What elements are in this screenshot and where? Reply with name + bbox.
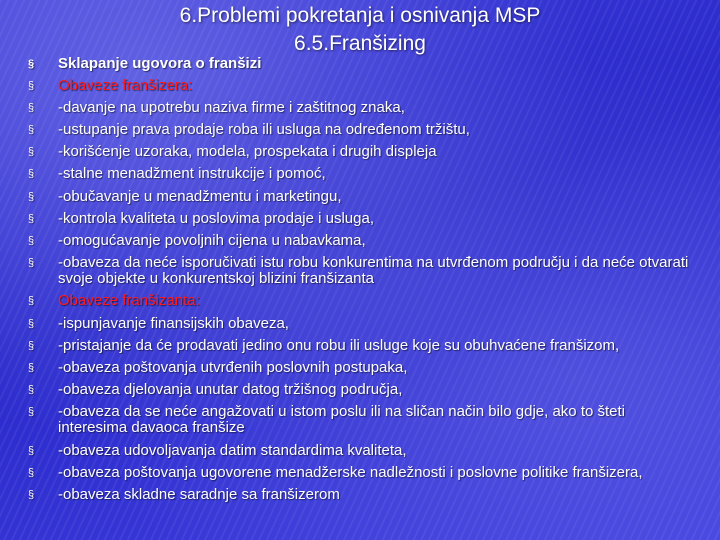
- bullet-icon: §: [28, 80, 35, 93]
- bullet-icon: §: [28, 361, 35, 374]
- list-item: [28, 255, 696, 288]
- bullet-icon: §: [28, 444, 35, 457]
- list-item: [28, 211, 696, 228]
- list-item: [28, 316, 696, 333]
- list-item: [28, 293, 696, 310]
- list-item-text: -stalne menadžment instrukcije i pomoć,: [58, 165, 326, 183]
- bullet-icon: §: [28, 317, 35, 330]
- list-item: [28, 144, 696, 161]
- bullet-icon: §: [28, 124, 35, 137]
- list-item: [28, 56, 696, 73]
- list-item-text: -ustupanje prava prodaje roba ili usluga na određenom tržištu,: [58, 121, 470, 139]
- list-item: [28, 465, 696, 482]
- slide-title-line-1: 6.Problemi pokretanja i osnivanja MSP: [179, 4, 541, 27]
- list-item-text: -pristajanje da će prodavati jedino onu robu ili usluge koje su obuhvaćene franšizom,: [58, 336, 620, 354]
- bullet-icon: §: [28, 58, 35, 70]
- list-item-text: Sklapanje ugovora o franšizi: [58, 55, 262, 72]
- bullet-icon: §: [28, 190, 35, 203]
- slide-title-line-2: 6.5.Franšizing: [294, 32, 426, 55]
- list-item: [28, 360, 696, 377]
- list-item: [28, 404, 696, 437]
- bullet-icon: §: [28, 168, 35, 181]
- bullet-icon: §: [28, 146, 35, 159]
- list-item-text: Obaveze franšizera:: [58, 77, 193, 95]
- list-item: [28, 166, 696, 183]
- list-item-text: Obaveze franšizanta:: [58, 292, 200, 310]
- list-item-text: -kontrola kvaliteta u poslovima prodaje i usluga,: [58, 209, 375, 227]
- bullet-icon: §: [28, 234, 35, 247]
- bullet-list: [28, 56, 696, 509]
- list-item-text: -obaveza poštovanja ugovorene menadžerske nadležnosti i poslovne politike franšizera,: [58, 463, 643, 481]
- list-item: [28, 78, 696, 95]
- list-item-text: -obaveza da neće isporučivati istu robu konkurentima na utvrđenom području i da neće otvarati svoje objekte u konkurentskoj blizini franšizanta: [58, 253, 689, 288]
- list-item-text: -obaveza djelovanja unutar datog tržišnog područja,: [58, 380, 403, 398]
- list-item: [28, 382, 696, 399]
- bullet-icon: §: [28, 339, 35, 352]
- list-item-text: -omogućavanje povoljnih cijena u nabavkama,: [58, 231, 366, 249]
- list-item: [28, 487, 696, 504]
- list-item-text: -obaveza udovoljavanja datim standardima kvaliteta,: [58, 441, 407, 459]
- bullet-icon: §: [28, 212, 35, 225]
- list-item-text: -obučavanje u menadžmentu i marketingu,: [58, 187, 342, 205]
- bullet-icon: §: [28, 383, 35, 396]
- bullet-icon: §: [28, 488, 35, 501]
- bullet-icon: §: [28, 466, 35, 479]
- bullet-icon: §: [28, 102, 35, 115]
- bullet-icon: §: [28, 405, 35, 418]
- list-item: [28, 122, 696, 139]
- list-item: [28, 443, 696, 460]
- list-item-text: -obaveza poštovanja utvrđenih poslovnih postupaka,: [58, 358, 408, 376]
- slide-title: [0, 2, 720, 58]
- list-item: [28, 189, 696, 206]
- list-item-text: -ispunjavanje finansijskih obaveza,: [58, 314, 289, 332]
- list-item: [28, 233, 696, 250]
- list-item-text: -obaveza skladne saradnje sa franšizerom: [58, 485, 340, 503]
- list-item-text: -korišćenje uzoraka, modela, prospekata i drugih displeja: [58, 143, 437, 161]
- list-item-text: -obaveza da se neće angažovati u istom poslu ili na sličan način bilo gdje, ako to šteti interesima davaoca franšize: [58, 402, 626, 437]
- list-item-text: -davanje na upotrebu naziva firme i zaštitnog znaka,: [58, 99, 405, 117]
- bullet-icon: §: [28, 256, 35, 269]
- list-item: [28, 338, 696, 355]
- bullet-icon: §: [28, 295, 35, 308]
- list-item: [28, 100, 696, 117]
